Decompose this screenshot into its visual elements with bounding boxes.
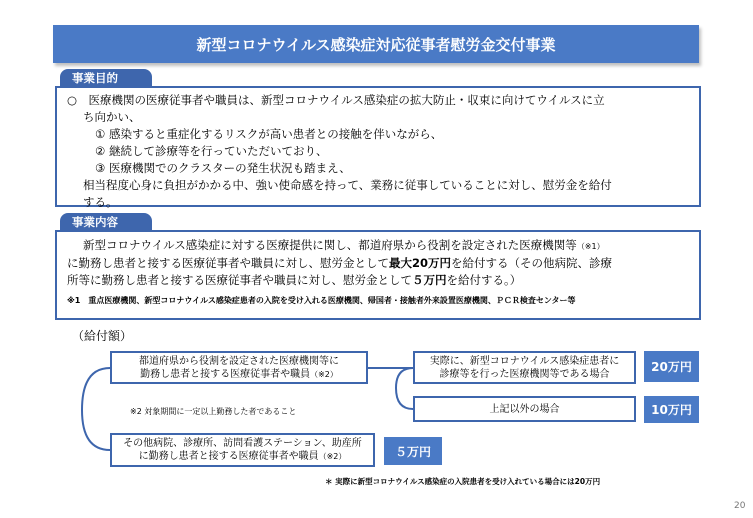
purpose-line-1: ○ 医療機関の医療従事者や職員は、新型コロナウイルス感染症の拡大防止・収束に向けてウイルスに立	[67, 93, 605, 107]
right-bracket	[368, 368, 413, 409]
category-2-line-1: その他病院、診療所、訪問看護ステーション、助産所	[123, 438, 362, 449]
category-2-box	[110, 433, 375, 467]
purpose-line-2: ち向かい、	[83, 110, 141, 124]
section-tab-content: 事業内容	[60, 213, 152, 231]
content-amount-max: 最大20万円	[389, 256, 452, 270]
amount-badge-10: 10万円	[644, 396, 699, 423]
content-amount-5: ５万円	[412, 273, 447, 287]
purpose-line-6: 相当程度心身に負担がかかる中、強い使命感を持って、業務に従事していることに対し、慰労金を給付	[83, 178, 612, 192]
category-1-note: （※2）	[310, 369, 338, 379]
purpose-line-5: ③ 医療機関でのクラスターの発生状況も踏まえ、	[95, 161, 351, 175]
bottom-note: ＊ 実際に新型コロナウイルス感染症の入院患者を受け入れている場合には20万円	[325, 477, 601, 486]
content-footnote: ※1 重点医療機関、新型コロナウイルス感染症患者の入院を受け入れる医療機関、帰国者・接触者外来設置医療機関、ＰＣＲ検査センター等	[67, 296, 576, 305]
case-1-line-1: 実際に、新型コロナウイルス感染症患者に	[429, 355, 620, 367]
eligibility-note: ※2 対象期間に一定以上勤務した者であること	[130, 407, 297, 416]
page-title: 新型コロナウイルス感染症対応従事者慰労金交付事業	[53, 25, 699, 63]
category-2-line-2: に勤務し患者と接する医療従事者や職員	[138, 451, 319, 462]
category-1-line-2: 勤務し患者と接する医療従事者や職員	[140, 368, 311, 380]
content-line-2c: を給付する（その他病院、診療	[451, 256, 613, 270]
content-line-1-note: （※1）	[576, 242, 605, 251]
category-1-line-1: 都道府県から役割を設定された医療機関等に	[139, 355, 339, 367]
amount-badge-5: ５万円	[384, 437, 442, 465]
case-1-box	[413, 351, 636, 384]
category-2-line-2-wrap	[139, 450, 347, 463]
content-line-3	[67, 272, 689, 289]
content-line-3c: を給付する。）	[446, 273, 522, 287]
case-2-label: 上記以外の場合	[489, 403, 560, 415]
case-1-line-2: 診療等を行った医療機関等である場合	[439, 368, 610, 380]
content-line-2a: に勤務し患者と接する医療従事者や職員に対し、慰労金として	[67, 256, 389, 270]
left-bracket	[82, 368, 110, 450]
purpose-line-3: ① 感染すると重症化するリスクが高い患者との接触を伴いながら、	[95, 127, 443, 141]
purpose-box	[55, 86, 701, 207]
category-2-note: （※2）	[318, 452, 347, 461]
payment-heading: （給付額）	[72, 329, 133, 343]
purpose-line-7: する。	[83, 195, 118, 209]
content-line-3a: 所等に勤務し患者と接する医療従事者や職員に対し、慰労金として	[67, 273, 412, 287]
content-line-1	[67, 237, 689, 255]
content-line-1-text: 新型コロナウイルス感染症に対する医療提供に関し、都道府県から役割を設定された医療機関等	[83, 238, 577, 252]
amount-badge-20: 20万円	[644, 351, 699, 382]
section-tab-purpose: 事業目的	[60, 69, 152, 87]
content-box	[55, 230, 701, 320]
purpose-line-4: ② 継続して診療等を行っていただいており、	[95, 144, 328, 158]
case-2-box	[413, 396, 636, 422]
page-number: 20	[734, 501, 746, 511]
category-1-line-2-wrap	[140, 368, 338, 381]
content-line-2	[67, 255, 689, 272]
category-1-box	[110, 351, 368, 384]
